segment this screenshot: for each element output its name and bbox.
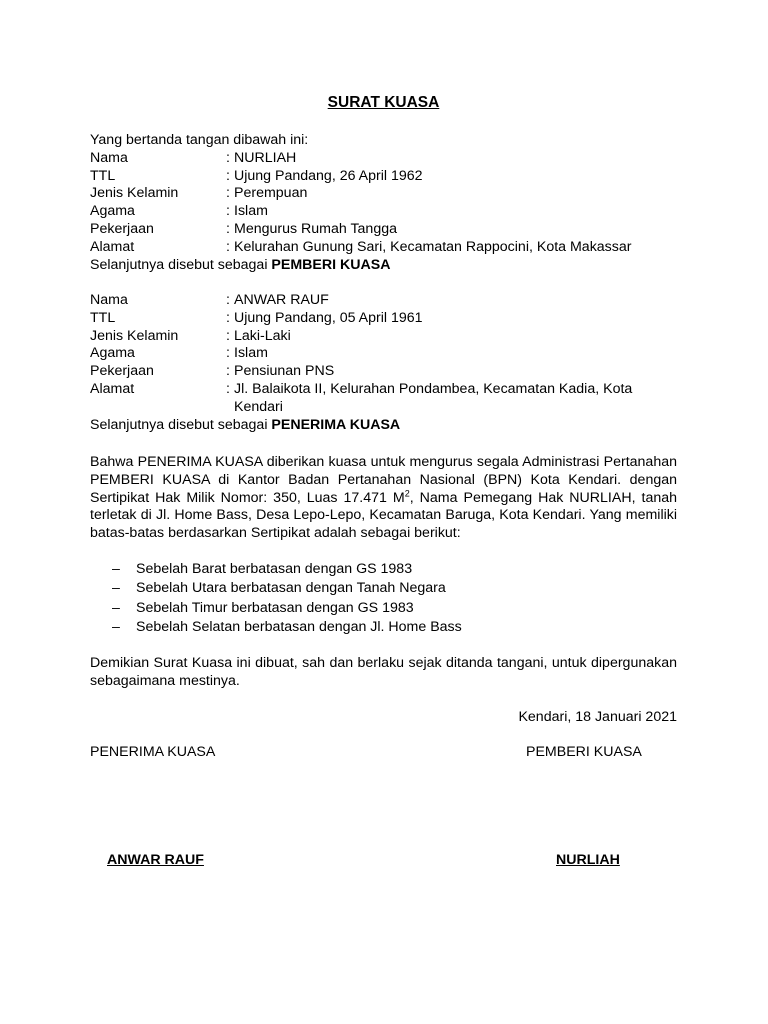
list-dash: – xyxy=(112,619,120,636)
penerima-field-colon: : xyxy=(226,292,230,308)
pemberi-field-value-wrap xyxy=(226,239,677,257)
penerima-field-colon: : xyxy=(226,363,230,380)
penerima-field-value-wrap xyxy=(226,328,677,346)
pemberi-field-value-wrap xyxy=(226,203,677,221)
penerima-field-label: Agama xyxy=(90,345,135,362)
penerima-field-row xyxy=(90,345,677,363)
pemberi-field-value-wrap xyxy=(226,221,677,239)
pemberi-field-colon: : xyxy=(226,149,230,166)
penerima-field-value: Laki-Laki xyxy=(234,327,291,344)
pemberi-field-row xyxy=(90,150,677,168)
pemberi-field-value: NURLIAH xyxy=(234,149,297,166)
penerima-closing-prefix: Selanjutnya disebut sebagai xyxy=(90,416,272,433)
place-date: Kendari, 18 Januari 2021 xyxy=(518,709,677,725)
pemberi-role: PEMBERI KUASA xyxy=(271,256,391,273)
closing-paragraph: Demikian Surat Kuasa ini dibuat, sah dan berlaku sejak ditanda tangani, untuk dipergunakan sebagaimana mestinya. xyxy=(90,655,677,689)
boundary-list-item xyxy=(90,560,677,579)
penerima-field-label: Nama xyxy=(90,292,128,308)
penerima-fields xyxy=(90,292,677,417)
penerima-field-label: Alamat xyxy=(90,380,135,397)
pemberi-field-colon: : xyxy=(226,238,230,255)
penerima-field-value-wrap xyxy=(226,363,677,381)
boundary-text: Sebelah Selatan berbatasan dengan Jl. Home Bass xyxy=(136,619,462,636)
pemberi-field-value-wrap xyxy=(226,168,677,186)
pemberi-field-row xyxy=(90,168,677,186)
list-dash: – xyxy=(112,561,120,577)
penerima-field-row xyxy=(90,363,677,381)
penerima-signature-role: PENERIMA KUASA xyxy=(90,744,216,760)
pemberi-field-colon: : xyxy=(226,220,230,237)
penerima-field-value: Islam xyxy=(234,345,268,362)
pemberi-closing-line xyxy=(90,257,677,275)
penerima-field-colon: : xyxy=(226,327,230,344)
pemberi-field-value-wrap xyxy=(226,185,677,203)
pemberi-field-label: Alamat xyxy=(90,238,135,255)
pemberi-field-colon: : xyxy=(226,167,230,184)
penerima-field-colon: : xyxy=(226,309,230,326)
boundary-text: Sebelah Barat berbatasan dengan GS 1983 xyxy=(136,561,413,577)
penerima-field-row xyxy=(90,310,677,328)
pemberi-field-value: Islam xyxy=(234,203,268,220)
pemberi-field-colon: : xyxy=(226,185,230,202)
pemberi-field-row xyxy=(90,185,677,203)
list-dash: – xyxy=(112,580,120,597)
body-text-part2: , Nama Pemegang Hak NURLIAH, tanah terletak di Jl. Home Bass, Desa Lepo-Lepo, Kecamatan Baruga, Kota Kendari. Yang memiliki batas-batas berdasarkan Sertipikat adalah sebagai berikut: xyxy=(90,489,678,542)
penerima-field-value: Pensiunan PNS xyxy=(234,363,335,380)
penerima-field-label: TTL xyxy=(90,309,116,326)
pemberi-field-value-wrap xyxy=(226,150,677,168)
boundary-list-item xyxy=(90,599,677,618)
pemberi-field-colon: : xyxy=(226,203,230,220)
penerima-field-label: Jenis Kelamin xyxy=(90,327,179,344)
pemberi-field-row xyxy=(90,221,677,239)
penerima-field-colon: : xyxy=(226,380,230,397)
pemberi-field-label: Pekerjaan xyxy=(90,220,154,237)
pemberi-field-value: Perempuan xyxy=(234,185,308,202)
pemberi-signature-name: NURLIAH xyxy=(556,852,620,868)
intro-line: Yang bertanda tangan dibawah ini: xyxy=(90,132,309,148)
pemberi-field-label: Jenis Kelamin xyxy=(90,185,179,202)
pemberi-field-row xyxy=(90,239,677,257)
penerima-field-value-wrap xyxy=(226,292,677,310)
body-superscript: 2 xyxy=(404,487,410,498)
penerima-kuasa-block xyxy=(90,292,677,434)
pemberi-signature-role: PEMBERI KUASA xyxy=(526,744,642,760)
pemberi-closing-prefix: Selanjutnya disebut sebagai xyxy=(90,256,272,273)
penerima-field-row xyxy=(90,381,677,417)
penerima-field-value: Ujung Pandang, 05 April 1961 xyxy=(234,309,423,326)
pemberi-field-label: Nama xyxy=(90,149,128,166)
penerima-field-value: Jl. Balaikota II, Kelurahan Pondambea, Kecamatan Kadia, Kota Kendari xyxy=(234,380,633,415)
boundary-list-item xyxy=(90,579,677,598)
pemberi-field-value: Ujung Pandang, 26 April 1962 xyxy=(234,167,423,184)
pemberi-field-row xyxy=(90,203,677,221)
penerima-field-label: Pekerjaan xyxy=(90,363,154,380)
penerima-field-value-wrap xyxy=(226,345,677,363)
penerima-field-row xyxy=(90,328,677,346)
body-paragraph xyxy=(90,454,677,543)
penerima-field-value-wrap xyxy=(226,310,677,328)
pemberi-field-value: Kelurahan Gunung Sari, Kecamatan Rappocini, Kota Makassar xyxy=(234,238,632,255)
boundaries-list xyxy=(90,560,677,638)
boundary-text: Sebelah Utara berbatasan dengan Tanah Negara xyxy=(136,580,446,597)
penerima-field-colon: : xyxy=(226,345,230,362)
penerima-signature-name: ANWAR RAUF xyxy=(107,852,204,868)
pemberi-field-label: Agama xyxy=(90,203,135,220)
pemberi-field-label: TTL xyxy=(90,167,116,184)
penerima-field-row xyxy=(90,292,677,310)
body-text-part1: Bahwa PENERIMA KUASA diberikan kuasa untuk mengurus segala Administrasi Pertanahan PEMBERI KUASA di Kantor Badan Pertanahan Nasional (BPN) Kota Kendari. dengan Sertipikat Hak Milik Nomor: 350, Luas 17.471 M xyxy=(90,454,677,506)
pemberi-field-value: Mengurus Rumah Tangga xyxy=(234,220,397,237)
penerima-field-value: ANWAR RAUF xyxy=(234,292,329,308)
boundary-list-item xyxy=(90,618,677,637)
penerima-closing-line xyxy=(90,417,677,435)
pemberi-kuasa-block xyxy=(90,132,677,274)
penerima-role: PENERIMA KUASA xyxy=(271,416,401,433)
penerima-field-value-wrap xyxy=(226,381,677,417)
document-title: SURAT KUASA xyxy=(327,94,440,111)
boundary-text: Sebelah Timur berbatasan dengan GS 1983 xyxy=(136,599,414,616)
pemberi-fields xyxy=(90,150,677,257)
list-dash: – xyxy=(112,599,120,616)
